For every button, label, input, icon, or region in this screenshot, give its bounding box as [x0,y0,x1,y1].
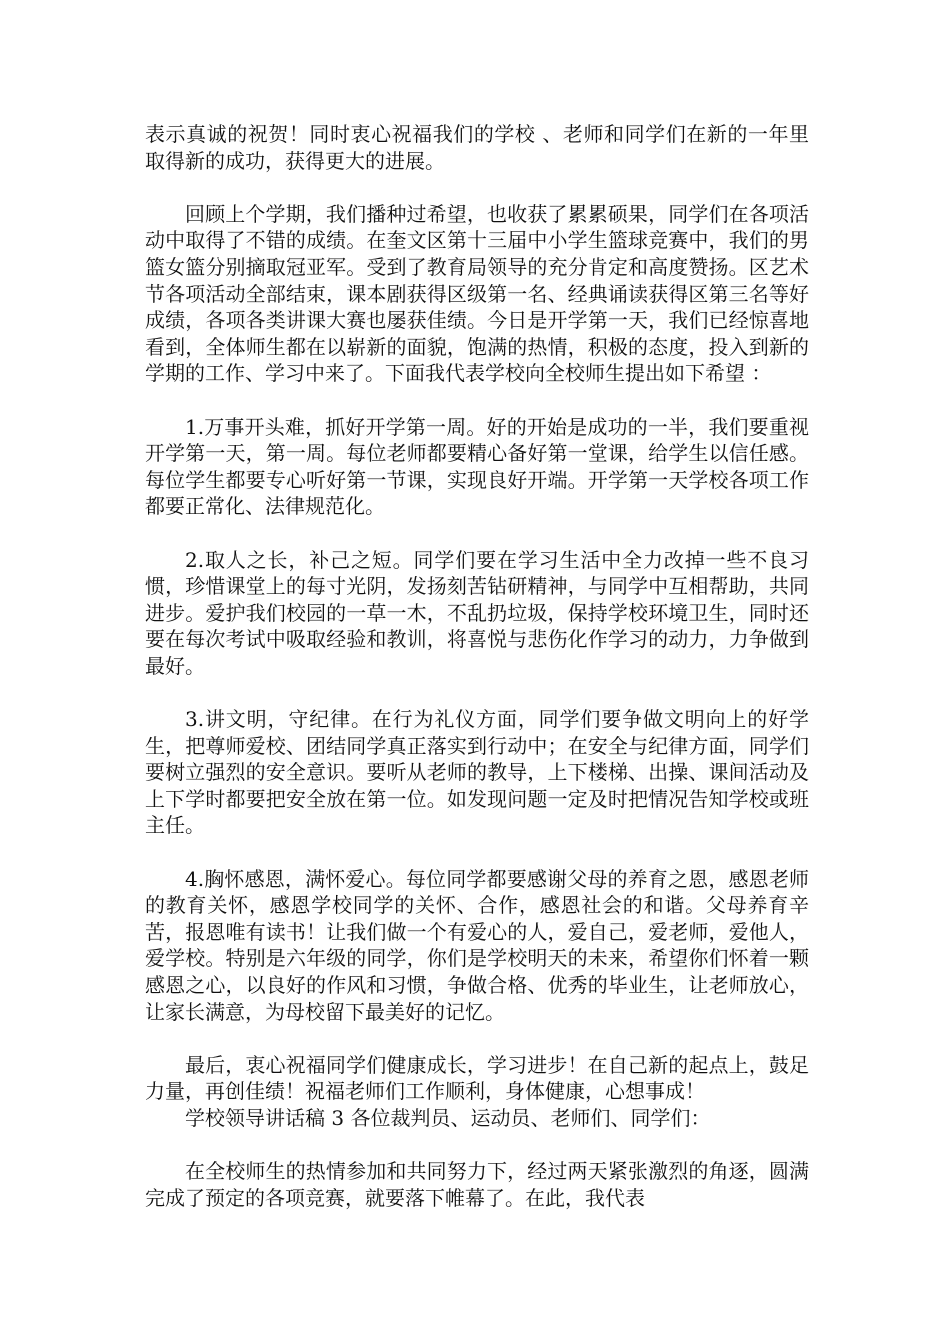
paragraph-hope-2: 2.取人之长，补己之短。同学们要在学习生活中全力改掉一些不良习惯，珍惜课堂上的每寸光阴，发扬刻苦钻研精神，与同学中互相帮助，共同进步。爱护我们校园的一草一木，不乱扔垃圾，保持学校环境卫生，同时还要在每次考试中吸取经验和教训，将喜悦与悲伤化作学习的动力，力争做到最好。 [145,547,809,678]
paragraph-hope-1: 1.万事开头难，抓好开学第一周。好的开始是成功的一半，我们要重视开学第一天，第一周。每位老师都要精心备好第一堂课，给学生以信任感。每位学生都要专心听好第一节课，实现良好开端。开学第一天学校各项工作都要正常化、法律规范化。 [145,414,809,519]
speech-heading: 学校领导讲话稿 3 各位裁判员、运动员、老师们、同学们： [185,1105,711,1130]
paragraph-opening: 在全校师生的热情参加和共同努力下，经过两天紧张激烈的角逐，圆满完成了预定的各项竞赛，就要落下帷幕了。在此，我代表 [145,1159,809,1210]
paragraph-congratulations: 表示真诚的祝贺！同时衷心祝福我们的学校 、老师和同学们在新的一年里取得新的成功，获得更大的进展。 [145,122,809,173]
paragraph-review: 回顾上个学期，我们播种过希望，也收获了累累硕果，同学们在各项活动中取得了不错的成绩。在奎文区第十三届中小学生篮球竞赛中，我们的男篮女篮分别摘取冠亚军。受到了教育局领导的充分肯定和高度赞扬。区艺术节各项活动全部结束，课本剧获得区级第一名、经典诵读获得区第三名等好成绩，各项各类讲课大赛也屡获佳绩。今日是开学第一天，我们已经惊喜地看到，全体师生都在以崭新的面貌，饱满的热情，积极的态度，投入到新的学期的工作、学习中来了。下面我代表学校向全校师生提出如下希望 ： [145,201,809,386]
document-body [145,121,809,1238]
paragraph-hope-3: 3.讲文明，守纪律。在行为礼仪方面，同学们要争做文明向上的好学生，把尊师爱校、团结同学真正落实到行动中；在安全与纪律方面，同学们要树立强烈的安全意识。要听从老师的教导，上下楼梯、出操、课间活动及上下学时都要把安全放在第一位。如发现问题一定及时把情况告知学校或班主任。 [145,707,809,838]
paragraph-hope-4: 4.胸怀感恩，满怀爱心。每位同学都要感谢父母的养育之恩，感恩老师的教育关怀，感恩学校同学的关怀、合作，感恩社会的和谐。父母养育辛苦，报恩唯有读书！让我们做一个有爱心的人，爱自己，爱老师，爱他人，爱学校。特别是六年级的同学，你们是学校明天的未来，希望你们怀着一颗感恩之心，以良好的作风和习惯，争做合格、优秀的毕业生，让老师放心，让家长满意，为母校留下最美好的记忆。 [145,866,809,1024]
paragraph-closing: 最后，衷心祝福同学们健康成长，学习进步！在自己新的起点上，鼓足力量，再创佳绩！祝福老师们工作顺利，身体健康，心想事成！ [145,1052,809,1104]
